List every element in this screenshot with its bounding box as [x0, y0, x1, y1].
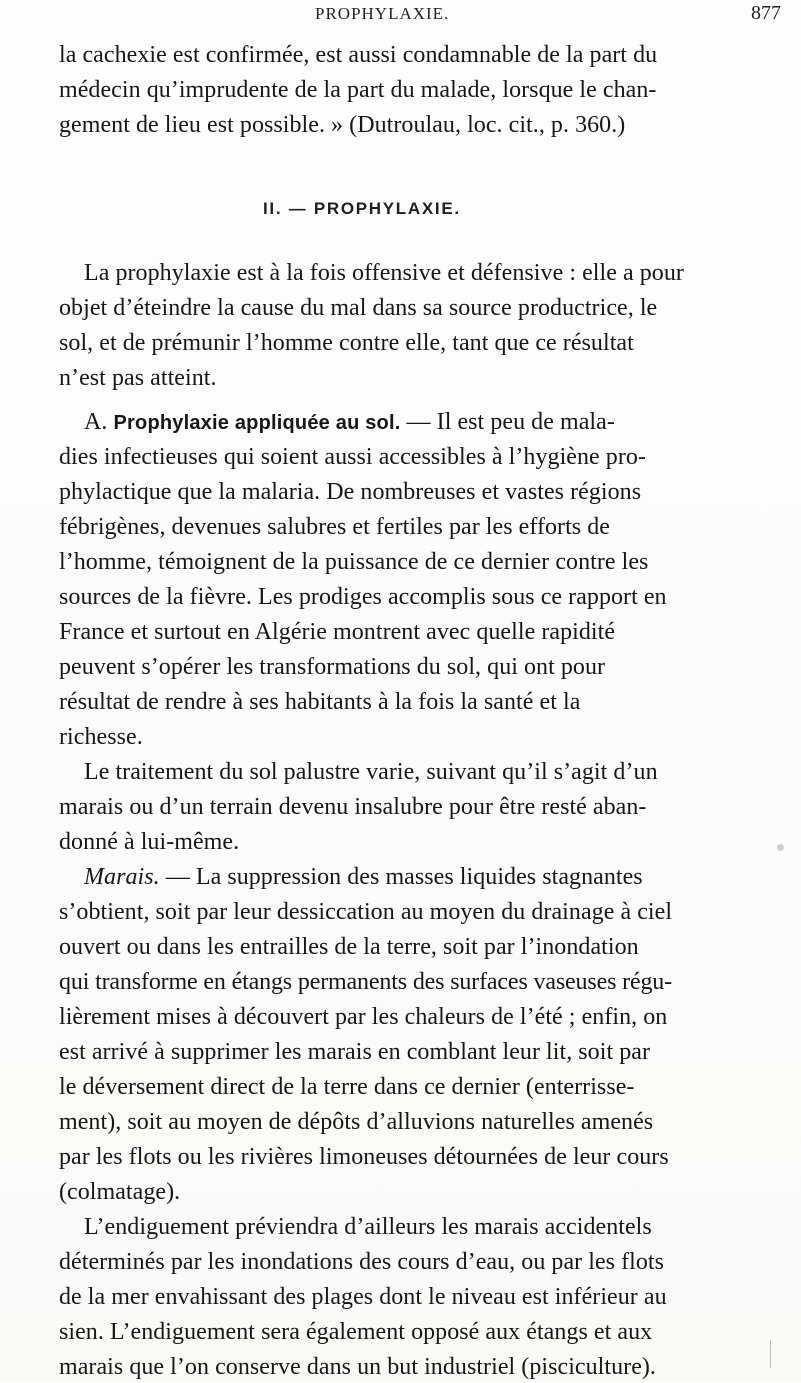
text-line-2: médecin qu’imprudente de la part du malade, lorsque le chan- [59, 77, 657, 103]
text-line-29: par les flots ou les rivières limoneuses détournées de leur cours [59, 1144, 669, 1170]
marais-lead: Marais. [84, 864, 160, 890]
marais-paragraph-line [84, 861, 771, 893]
text-line-34: sien. L’endiguement sera également opposé aux étangs et aux [59, 1319, 653, 1345]
text-line-5: objet d’éteindre la cause du mal dans sa source productrice, le [59, 295, 658, 321]
text-line-15: peuvent s’opérer les transformations du sol, qui ont pour [59, 654, 606, 680]
text-line-33: de la mer envahissant des plages dont le niveau est inférieur au [59, 1284, 667, 1310]
text-line-18: Le traitement du sol palustre varie, suivant qu’il s’agit d’un [84, 759, 658, 785]
text-line-6: sol, et de prémunir l’homme contre elle, tant que ce résultat [59, 330, 634, 356]
text-line-3: gement de lieu est possible. » (Dutroulau, loc. cit., p. 360.) [59, 112, 626, 138]
text-line-31: L’endiguement préviendra d’ailleurs les marais accidentels [84, 1214, 652, 1240]
text-line-24: qui transforme en étangs permanents des surfaces vaseuses régu- [59, 969, 672, 995]
running-title: PROPHYLAXIE. [315, 4, 450, 23]
text-line-11: fébrigènes, devenues salubres et fertiles par les efforts de [59, 514, 611, 540]
margin-speck [777, 844, 784, 851]
text-line-35: marais que l’on conserve dans un but industriel (pisciculture). [59, 1354, 656, 1380]
text-line-10: phylactique que la malaria. De nombreuses et vastes régions [59, 479, 642, 505]
text-line-9: dies infectieuses qui soient aussi accessibles à l’hygiène pro- [59, 444, 646, 470]
subsection-letter: A. [84, 409, 108, 435]
text-line-19: marais ou d’un terrain devenu insalubre pour être resté aban- [59, 794, 647, 820]
text-line-20: donné à lui-même. [59, 829, 240, 855]
text-line-7: n’est pas atteint. [59, 365, 217, 391]
text-line-25: lièrement mises à découvert par les chaleurs de l’été ; enfin, on [59, 1004, 668, 1030]
text-line-28: ment), soit au moyen de dépôts d’alluvions naturelles amenés [59, 1109, 654, 1135]
text-line-4: La prophylaxie est à la fois offensive et défensive : elle a pour [84, 260, 684, 286]
text-line-23: ouvert ou dans les entrailles de la terre, soit par l’inondation [59, 934, 639, 960]
text-line-21: — La suppression des masses liquides stagnantes [159, 864, 643, 890]
text-line-22: s’obtient, soit par leur dessiccation au moyen du drainage à ciel [59, 899, 673, 925]
text-line-17: richesse. [59, 724, 143, 750]
text-line-26: est arrivé à supprimer les marais en comblant leur lit, soit par [59, 1039, 651, 1065]
text-line-13: sources de la fièvre. Les prodiges accomplis sous ce rapport en [59, 584, 667, 610]
subsection-a-line [84, 406, 771, 438]
subsection-title: Prophylaxie appliquée au sol. [113, 412, 401, 434]
text-line-8: — Il est peu de mala- [400, 409, 615, 435]
page-number: 877 [751, 2, 781, 24]
text-line-14: France et surtout en Algérie montrent avec quelle rapidité [59, 619, 616, 645]
section-heading: II. — PROPHYLAXIE. [263, 199, 461, 218]
text-line-27: le déversement direct de la terre dans ce dernier (enterrisse- [59, 1074, 635, 1100]
text-line-1: la cachexie est confirmée, est aussi condamnable de la part du [59, 42, 658, 68]
text-line-16: résultat de rendre à ses habitants à la fois la santé et la [59, 689, 581, 715]
text-line-30: (colmatage). [59, 1179, 181, 1205]
text-line-32: déterminés par les inondations des cours d’eau, ou par les flots [59, 1249, 665, 1275]
scan-artifact-line [770, 1340, 771, 1368]
text-line-12: l’homme, témoignent de la puissance de ce dernier contre les [59, 549, 649, 575]
